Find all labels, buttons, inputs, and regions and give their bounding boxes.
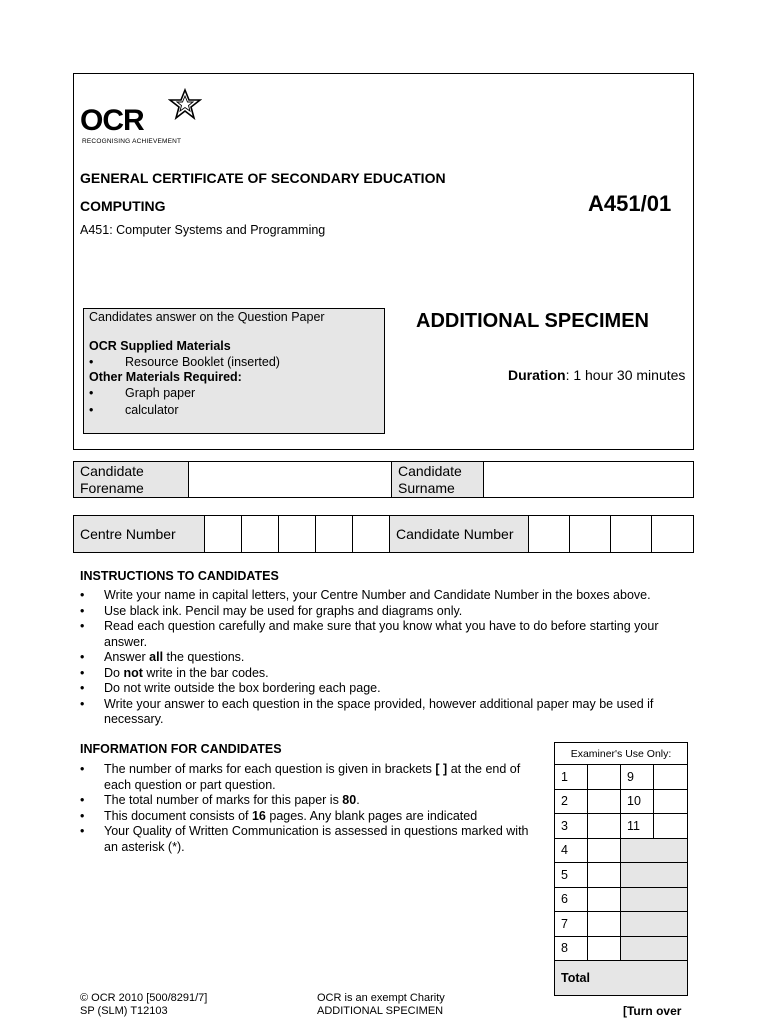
examiners-use-table [554, 742, 688, 996]
list-item [80, 793, 542, 809]
subject-title: COMPUTING [80, 198, 166, 214]
item-text: Use black ink. Pencil may be used for graphs and diagrams only. [104, 603, 463, 618]
ocr-logo: OCR [80, 104, 144, 137]
list-item [80, 650, 680, 666]
mark-cell [588, 912, 621, 937]
emphasis-text: 80 [342, 793, 357, 807]
item-text: pages. Any blank pages are indicated [265, 808, 478, 823]
mark-cell [654, 789, 688, 814]
question-number: 3 [555, 814, 588, 839]
question-number: 8 [555, 936, 588, 961]
candidate-name-table [73, 461, 694, 498]
mark-cell [654, 765, 688, 790]
item-text: Write your answer to each question in the space provided, however additional paper may be used if necessary. [104, 696, 654, 726]
item-text: write in the bar codes. [142, 665, 269, 680]
mark-cell [588, 887, 621, 912]
mark-cell [654, 814, 688, 839]
examiners-use-title: Examiner's Use Only: [555, 743, 688, 765]
supplied-heading: OCR Supplied Materials [89, 339, 231, 353]
duration [508, 367, 685, 383]
question-number: 4 [555, 838, 588, 863]
item-text: This document consists of [104, 808, 252, 823]
shaded-cell [621, 863, 688, 888]
list-item [80, 824, 542, 855]
logo-tagline: RECOGNISING ACHIEVEMENT [82, 138, 182, 145]
mark-cell [588, 936, 621, 961]
list-item [80, 697, 680, 728]
other-item: calculator [125, 403, 179, 417]
surname-field[interactable] [484, 462, 694, 498]
list-item [80, 588, 680, 604]
list-item [80, 666, 680, 682]
question-number: 2 [555, 789, 588, 814]
paper-code: A451/01 [588, 191, 672, 216]
emphasis-text: all [149, 650, 164, 664]
centre-number-digit[interactable] [353, 516, 390, 553]
copyright: © OCR 2010 [500/8291/7] [80, 992, 208, 1004]
specimen-label: ADDITIONAL SPECIMEN [416, 310, 649, 332]
question-number: 10 [621, 789, 654, 814]
supplied-item: Resource Booklet (inserted) [125, 355, 280, 369]
candidate-number-digit[interactable] [570, 516, 611, 553]
candidate-number-label: Candidate Number [390, 516, 529, 553]
unit-title: A451: Computer Systems and Programming [80, 223, 326, 237]
mark-cell [588, 789, 621, 814]
shaded-cell [621, 936, 688, 961]
materials-box [83, 308, 385, 434]
question-number: 7 [555, 912, 588, 937]
question-number: 9 [621, 765, 654, 790]
shaded-cell [621, 912, 688, 937]
question-number: 6 [555, 887, 588, 912]
question-number: 11 [621, 814, 654, 839]
list-item [80, 619, 680, 650]
bullet: • [89, 403, 94, 417]
question-number: 5 [555, 863, 588, 888]
item-text: Write your name in capital letters, your Centre Number and Candidate Number in the boxes above. [104, 588, 651, 602]
mark-cell [588, 814, 621, 839]
total-label: Total [555, 961, 688, 996]
emphasis-text: not [123, 665, 143, 680]
centre-number-digit[interactable] [242, 516, 279, 553]
list-item [80, 762, 542, 793]
other-item: Graph paper [125, 386, 196, 400]
question-number: 1 [555, 765, 588, 790]
information-heading: INFORMATION FOR CANDIDATES [80, 742, 282, 756]
bullet: • [89, 386, 94, 400]
item-text: Read each question carefully and make sure that you know what you have to do before starting your answer. [104, 619, 659, 649]
turn-over: [Turn over [623, 1004, 682, 1018]
emphasis-text: [ ] [435, 762, 448, 776]
information-list [80, 762, 542, 855]
centre-number-digit[interactable] [205, 516, 242, 553]
candidate-number-digit[interactable] [529, 516, 570, 553]
list-item [80, 681, 680, 697]
shaded-cell [621, 838, 688, 863]
footer-specimen: ADDITIONAL SPECIMEN [317, 1005, 444, 1017]
item-text: Do not write outside the box bordering each page. [104, 681, 381, 695]
emphasis-text: 16 [251, 808, 266, 823]
instructions-list [80, 588, 680, 728]
item-text: at the end of each question or part question. [104, 762, 521, 792]
item-text: Your Quality of Written Communication is assessed in questions marked with an asterisk (*). [104, 824, 529, 854]
shaded-cell [621, 887, 688, 912]
centre-number-digit[interactable] [279, 516, 316, 553]
item-text: The number of marks for each question is given in brackets [104, 762, 436, 776]
centre-number-label: Centre Number [74, 516, 205, 553]
item-text: The total number of marks for this paper is [104, 793, 343, 807]
qualification-title: GENERAL CERTIFICATE OF SECONDARY EDUCATION [80, 170, 446, 186]
other-heading: Other Materials Required: [89, 370, 242, 384]
candidate-number-digit[interactable] [611, 516, 652, 553]
duration-label: Duration [508, 367, 566, 383]
surname-label: Candidate Surname [392, 462, 484, 498]
answer-note: Candidates answer on the Question Paper [89, 310, 325, 324]
candidate-number-table [73, 515, 694, 553]
document-ref: SP (SLM) T12103 [80, 1005, 168, 1017]
charity-note: OCR is an exempt Charity [317, 992, 445, 1004]
item-text: Do [104, 665, 124, 680]
candidate-number-digit[interactable] [652, 516, 694, 553]
footer-center [317, 992, 445, 1018]
item-text: Answer [104, 650, 150, 664]
mark-cell [588, 765, 621, 790]
centre-number-digit[interactable] [316, 516, 353, 553]
mark-cell [588, 838, 621, 863]
instructions-heading: INSTRUCTIONS TO CANDIDATES [80, 569, 279, 583]
forename-label: Candidate Forename [74, 462, 189, 498]
item-text: the questions. [163, 650, 245, 664]
mark-cell [588, 863, 621, 888]
list-item [80, 604, 680, 620]
bullet: • [89, 355, 94, 369]
duration-value: : 1 hour 30 minutes [565, 367, 686, 383]
forename-field[interactable] [189, 462, 392, 498]
ocr-star-icon [168, 88, 202, 120]
item-text: . [356, 793, 360, 807]
footer-left [80, 992, 207, 1018]
list-item [80, 809, 542, 825]
